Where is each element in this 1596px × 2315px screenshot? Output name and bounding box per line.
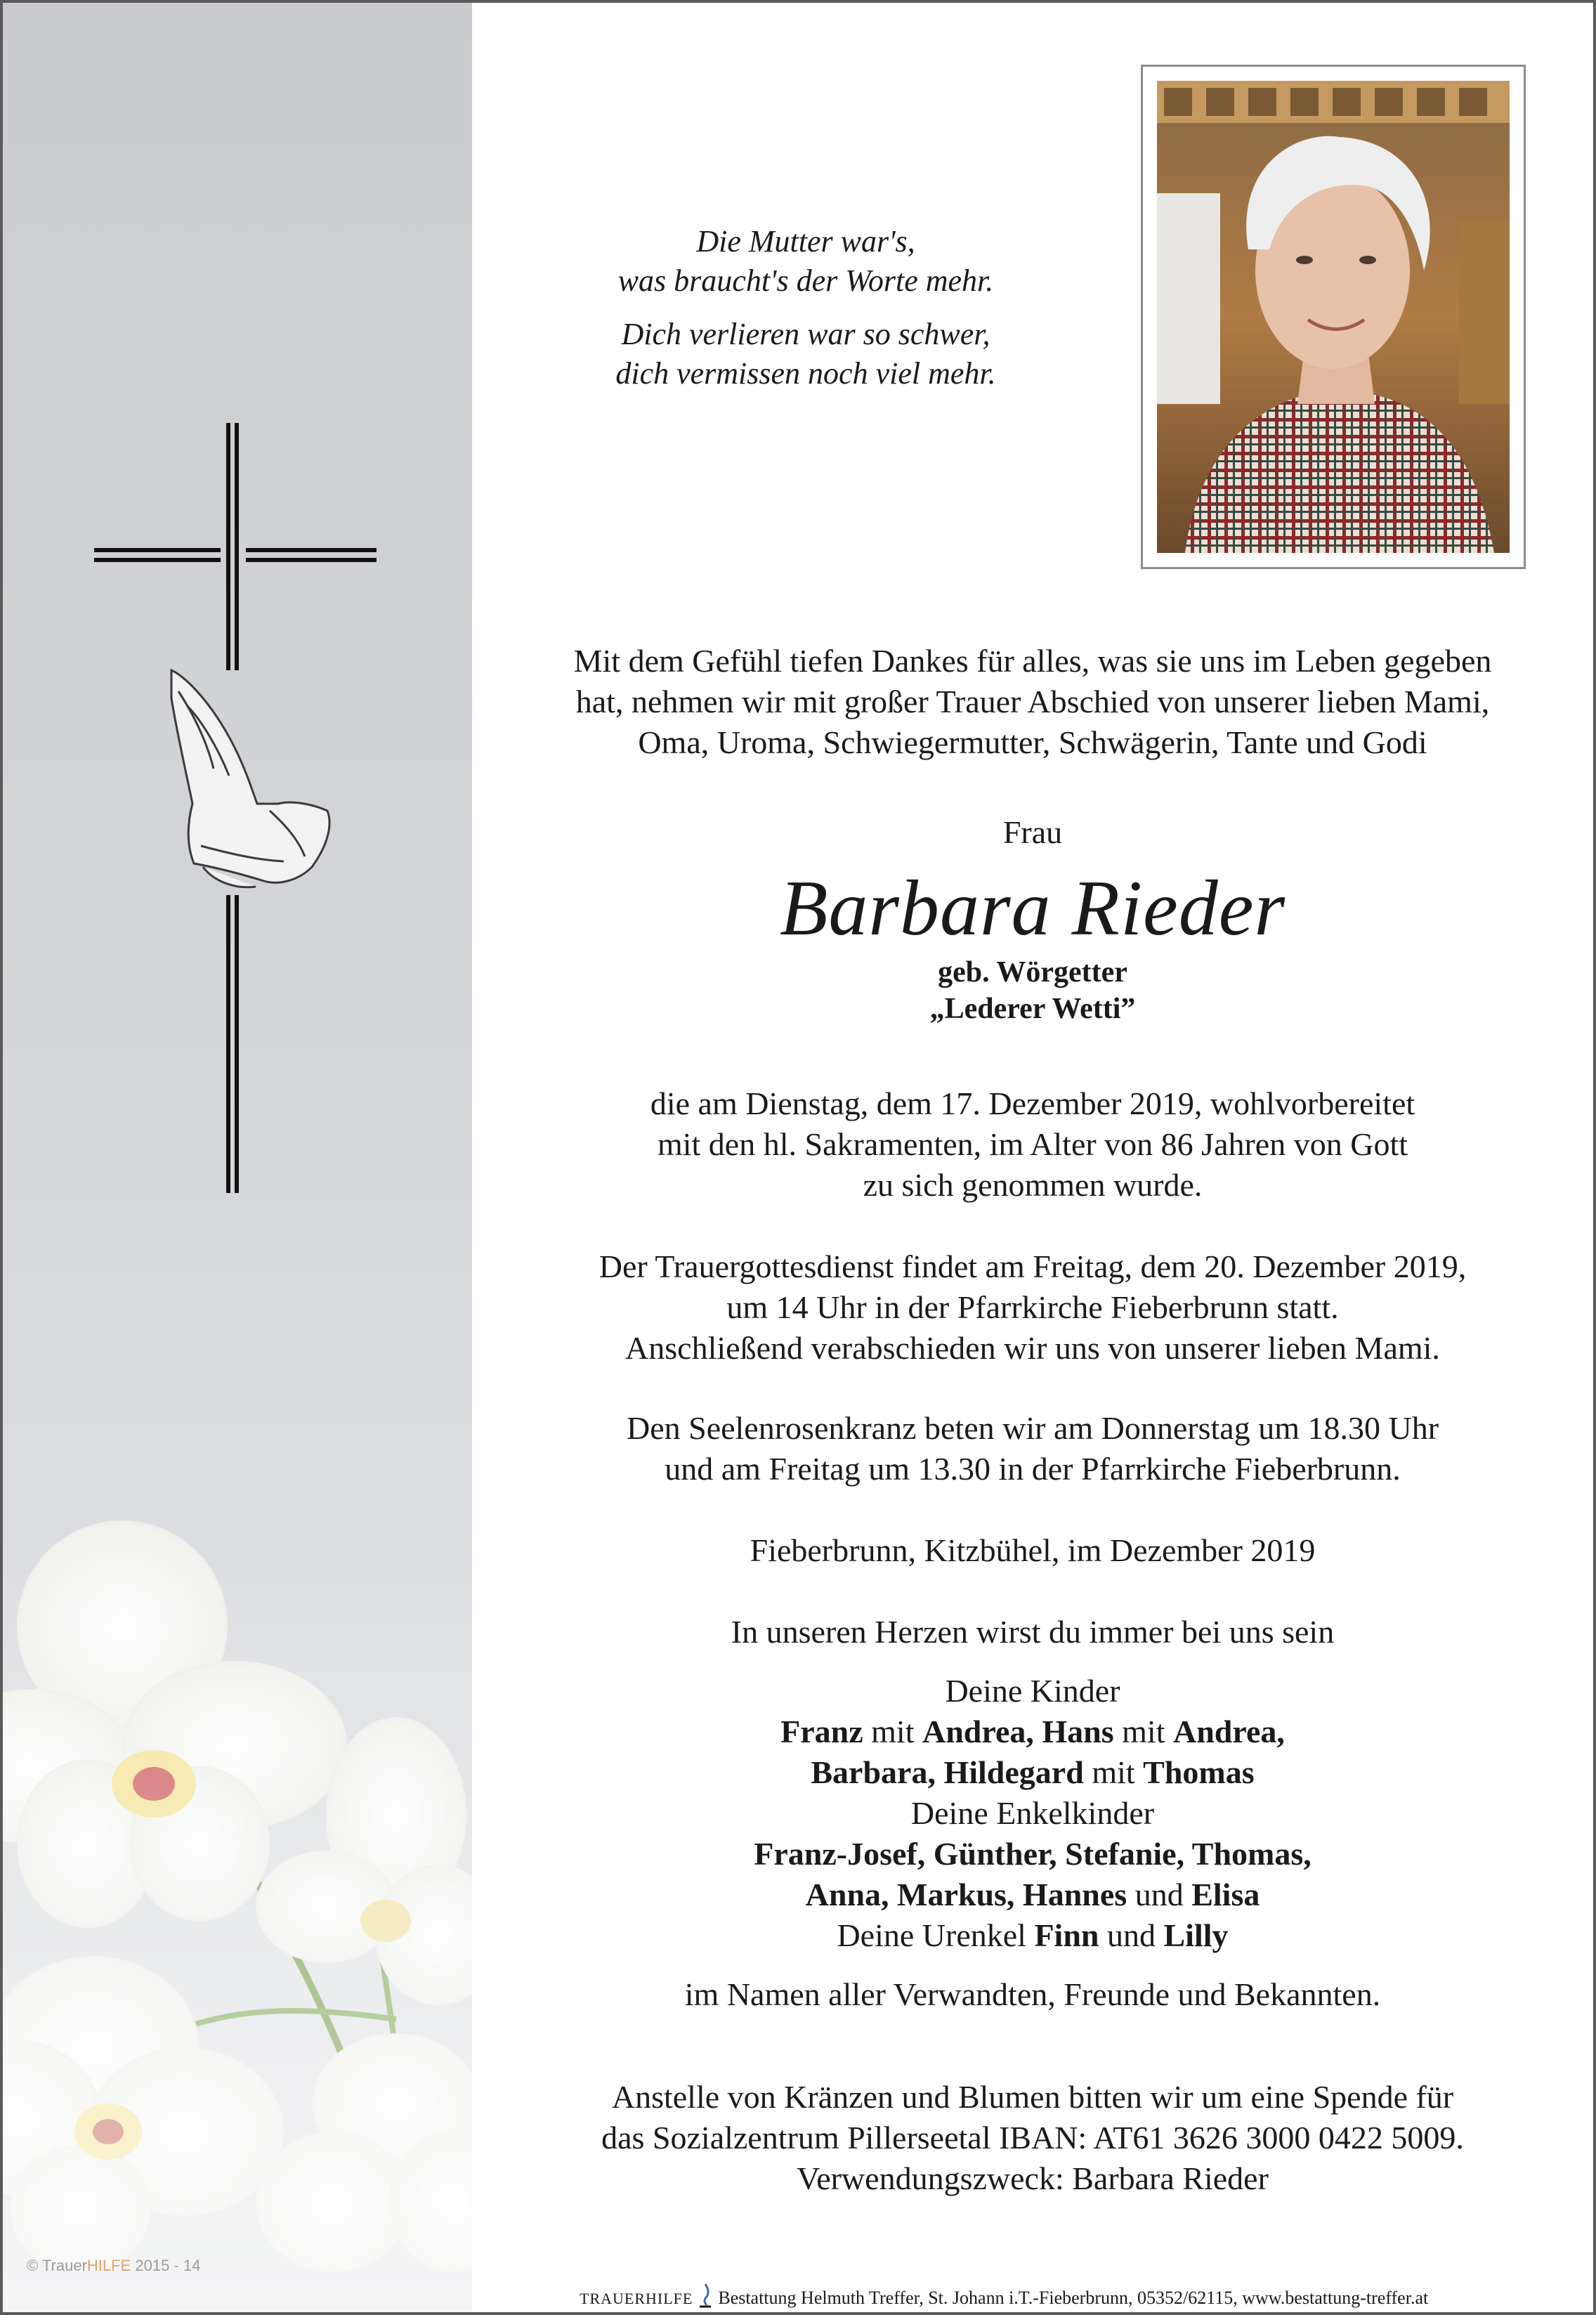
place-date-line: Fieberbrunn, Kitzbühel, im Dezember 2019 xyxy=(750,1532,1316,1568)
trauerhilfe-logo-icon xyxy=(695,2283,715,2308)
poem-line: was braucht's der Worte mehr. xyxy=(617,263,994,298)
donation-line: Verwendungszweck: Barbara Rieder xyxy=(797,2160,1269,2196)
children-line: Barbara, Hildegard mit Thomas xyxy=(811,1754,1255,1790)
poem-line: Dich verlieren war so schwer, xyxy=(621,317,990,351)
poem xyxy=(472,222,1139,407)
intro-paragraph xyxy=(472,641,1593,763)
funeral-line: Anschließend verabschieden wir uns von unserer lieben Mami. xyxy=(625,1330,1440,1366)
motto-line: In unseren Herzen wirst du immer bei uns sein xyxy=(731,1614,1335,1650)
family-list xyxy=(472,1671,1593,1956)
nickname: „Lederer Wetti” xyxy=(929,993,1136,1025)
orchid-image xyxy=(3,1513,472,2312)
praying-hands-icon xyxy=(3,3,472,1211)
footer-brand: TRAUERHILFE xyxy=(580,2290,693,2307)
birth-name: geb. Wörgetter xyxy=(938,956,1127,989)
rosary-line: und am Freitag um 13.30 in der Pfarrkirche Fieberbrunn. xyxy=(665,1451,1401,1487)
donation-notice xyxy=(472,2077,1593,2199)
poem-line: dich vermissen noch viel mehr. xyxy=(615,356,996,391)
portrait-photo xyxy=(1157,81,1510,553)
funeral-line: um 14 Uhr in der Pfarrkirche Fieberbrunn statt. xyxy=(726,1289,1339,1325)
notice-content xyxy=(472,0,1593,2315)
children-label: Deine Kinder xyxy=(945,1673,1120,1709)
intro-line: hat, nehmen wir mit großer Trauer Abschied von unserer lieben Mami, xyxy=(575,684,1490,719)
place-date xyxy=(472,1530,1593,1571)
grandchildren-line: Franz-Josef, Günther, Stefanie, Thomas, xyxy=(754,1836,1312,1872)
grandchildren-line: Anna, Markus, Hannes und Elisa xyxy=(805,1877,1260,1912)
salutation: Frau xyxy=(1002,814,1063,850)
rosary-notice xyxy=(472,1408,1593,1489)
deceased-name: Barbara Rieder xyxy=(779,865,1286,952)
footer xyxy=(580,2283,1591,2309)
intro-line: Mit dem Gefühl tiefen Dankes für alles, was sie uns im Leben gegeben xyxy=(573,643,1492,679)
funeral-line: Der Trauergottesdienst findet am Freitag, dem 20. Dezember 2019, xyxy=(598,1248,1467,1284)
great-grandchildren-line: Deine Urenkel Finn und Lilly xyxy=(837,1917,1229,1953)
intro-line: Oma, Uroma, Schwiegermutter, Schwägerin, Tante und Godi xyxy=(638,724,1427,760)
death-notice-line: mit den hl. Sakramenten, im Alter von 86 Jahren von Gott xyxy=(657,1126,1408,1162)
grandchildren-label: Deine Enkelkinder xyxy=(910,1795,1155,1831)
deceased-block xyxy=(472,863,1593,1027)
relatives-line: im Namen aller Verwandten, Freunde und Bekannten. xyxy=(684,1976,1381,2012)
portrait-frame xyxy=(1141,65,1526,569)
death-notice xyxy=(472,1083,1593,1206)
salutation-block xyxy=(472,812,1593,853)
rosary-line: Den Seelenrosenkranz beten wir am Donnerstag um 18.30 Uhr xyxy=(626,1410,1439,1446)
left-decor-panel xyxy=(3,3,472,2312)
donation-line: das Sozialzentrum Pillerseetal IBAN: AT61 3626 3000 0422 5009. xyxy=(601,2120,1464,2156)
copyright-note: © TrauerHILFE 2015 - 14 xyxy=(27,2257,201,2274)
poem-line: Die Mutter war's, xyxy=(696,224,915,259)
children-line: Franz mit Andrea, Hans mit Andrea, xyxy=(780,1714,1285,1749)
death-notice-line: die am Dienstag, dem 17. Dezember 2019, wohlvorbereitet xyxy=(650,1085,1415,1121)
funeral-notice xyxy=(472,1246,1593,1369)
death-notice-line: zu sich genommen wurde. xyxy=(863,1167,1203,1203)
motto xyxy=(472,1612,1593,1652)
donation-line: Anstelle von Kränzen und Blumen bitten wir um eine Spende für xyxy=(611,2079,1454,2115)
footer-text: Bestattung Helmuth Treffer, St. Johann i.T.-Fieberbrunn, 05352/62115, www.bestattung-treffer.at xyxy=(718,2288,1429,2308)
relatives xyxy=(472,1974,1593,2015)
